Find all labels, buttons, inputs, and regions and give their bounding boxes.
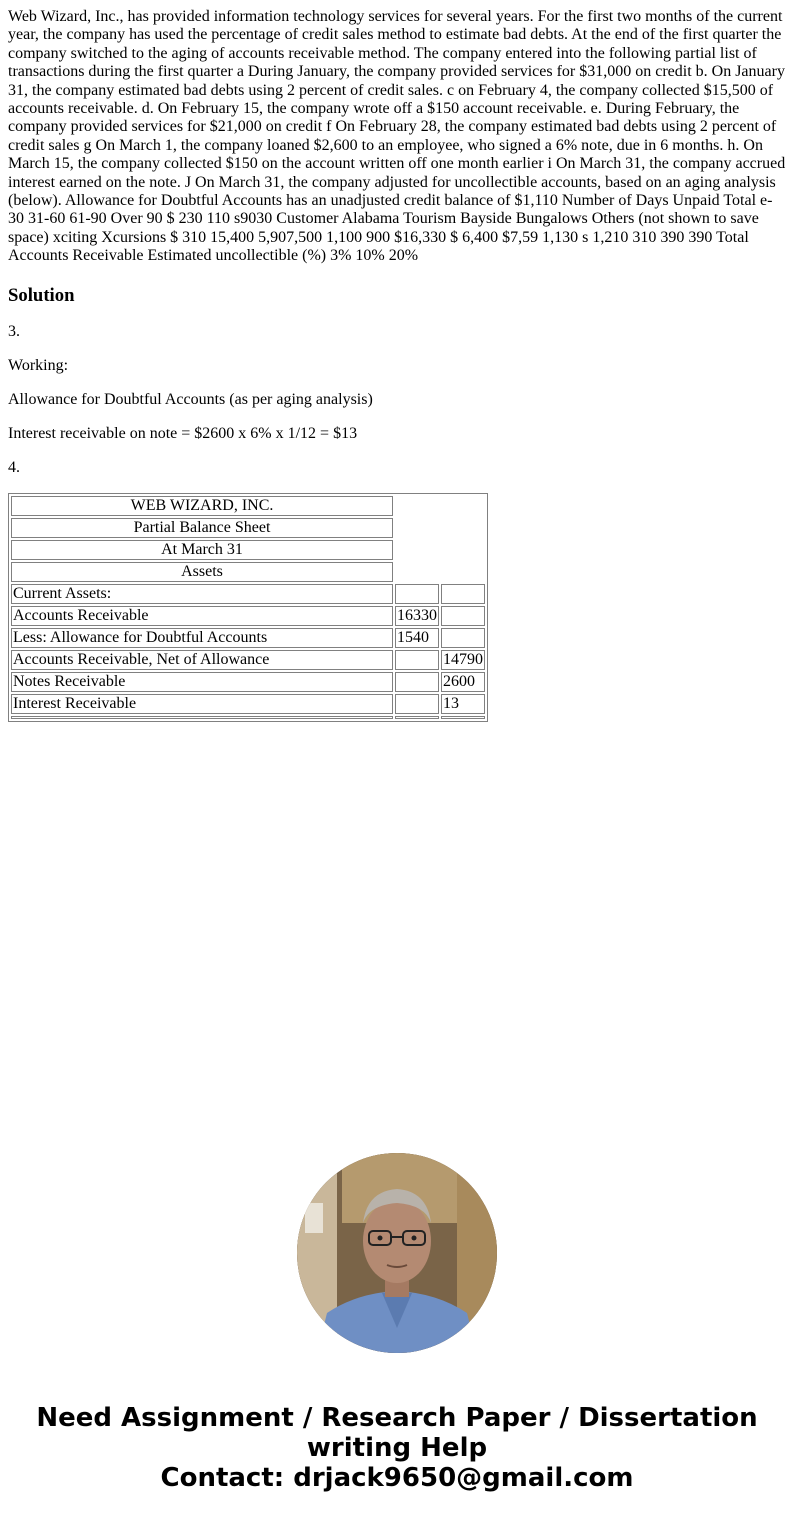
balance-sheet-table [8, 493, 488, 722]
solution-heading: Solution [8, 284, 75, 306]
document-content [8, 8, 786, 722]
part-4-label: 4. [8, 458, 20, 476]
row-value-col1: 1540 [395, 628, 439, 648]
table-row [11, 606, 485, 626]
avatar [297, 1153, 497, 1353]
row-value-col1 [395, 584, 439, 604]
promo-line-2: writing Help [306, 1433, 488, 1463]
part-3-label: 3. [8, 322, 20, 340]
row-value-col1: 16330 [397, 606, 437, 624]
table-row [11, 650, 485, 670]
promo-contact: Contact: drjack9650@gmail.com [160, 1463, 634, 1493]
sheet-title-cell: Partial Balance Sheet [11, 518, 393, 538]
allowance-note: Allowance for Doubtful Accounts (as per aging analysis) [8, 390, 373, 408]
working-label: Working: [8, 356, 69, 374]
table-row [11, 496, 485, 516]
row-value-col2: 2600 [441, 672, 485, 692]
table-row [11, 694, 485, 714]
row-value-col1 [395, 650, 439, 670]
row-value-col2: 13 [441, 694, 485, 714]
row-label: Accounts Receivable [11, 606, 393, 626]
promo-line-1: Need Assignment / Research Paper / Dissertation [36, 1403, 758, 1433]
interest-note: Interest receivable on note = $2600 x 6% x 1/12 = $13 [8, 424, 358, 442]
row-value-col1 [395, 672, 439, 692]
table-row [11, 562, 485, 582]
table-row-truncated [11, 716, 485, 719]
row-label: Current Assets: [11, 584, 393, 604]
table-row [11, 628, 485, 648]
sheet-date-cell: At March 31 [11, 540, 393, 560]
row-label: Interest Receivable [11, 694, 393, 714]
person-portrait-icon [297, 1153, 497, 1353]
table-row [11, 672, 485, 692]
company-name-cell: WEB WIZARD, INC. [11, 496, 393, 516]
table-row [11, 584, 485, 604]
row-label: Accounts Receivable, Net of Allowance [11, 650, 393, 670]
question-text: Web Wizard, Inc., has provided information technology services for several years. For the first two months of the current year, the company has used the percentage of credit sales method to estimate bad debts. At the end of the first quarter the company switched to the aging of accounts receivable method. The company entered into the following partial list of transactions during the first quarter a During January, the company provided services for $31,000 on credit b. On January 31, the company estimated bad debts using 2 percent of credit sales. c on February 4, the company collected $15,500 of accounts receivable. d. On February 15, the company wrote off a $150 account receivable. e. During February, the company provided services for $21,000 on credit f On February 28, the company estimated bad debts using 2 percent of credit sales g On March 1, the company loaned $2,600 to an employee, who signed a 6% note, due in 6 months. h. On March 15, the company collected $150 on the account written off one month earlier i On March 31, the company accrued interest earned on the note. J On March 31, the company adjusted for uncollectible accounts, based on an aging analysis (below). Allowance for Doubtful Accounts has an unadjusted credit balance of $1,110 Number of Days Unpaid Total e-30 31-60 61-90 Over 90 $ 230 110 s9030 Customer Alabama Tourism Bayside Bungalows Others (not shown to save space) xciting Xcursions $ 310 15,400 5,907,500 1,100 900 $16,330 $ 6,400 $7,59 1,130 s 1,210 310 390 390 Total Accounts Receivable Estimated uncollectible (%) 3% 10% 20% [8, 8, 786, 265]
row-value-col2 [441, 606, 485, 626]
table-row [11, 540, 485, 560]
row-value-col1 [395, 694, 439, 714]
row-value-col2 [441, 628, 485, 648]
row-value-col2 [441, 584, 485, 604]
promo-banner [0, 1403, 794, 1493]
row-value-col2: 14790 [443, 650, 483, 668]
table-row [11, 518, 485, 538]
row-label: Less: Allowance for Doubtful Accounts [11, 628, 393, 648]
row-label: Notes Receivable [11, 672, 393, 692]
section-cell: Assets [11, 562, 393, 582]
